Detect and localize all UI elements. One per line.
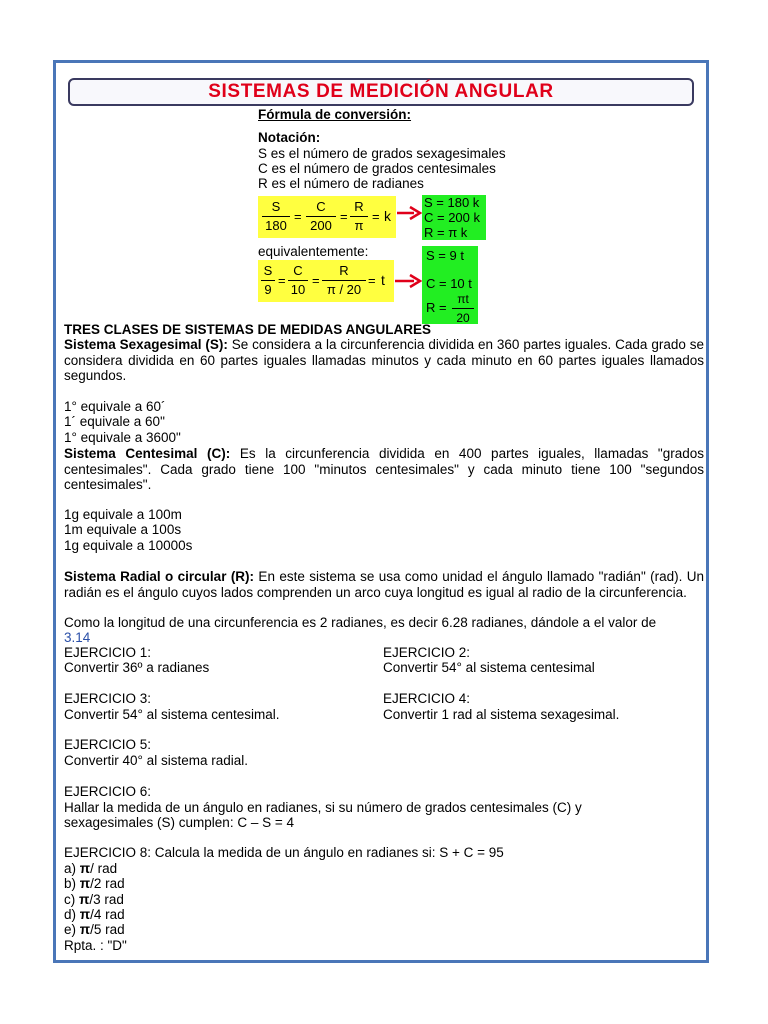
exercise-3-title: EJERCICIO 3:: [64, 691, 152, 706]
fraction-r-pi: R π: [350, 200, 368, 233]
notation-line-s: S es el número de grados sexagesimales: [258, 146, 506, 161]
equals-sign: =: [312, 273, 320, 288]
radial-paragraph-2: Como la longitud de una circunferencia es 2 radianes, es decir 6.28 radianes, dándole a el valor de: [64, 615, 657, 630]
exercise-5-text: Convertir 40° al sistema radial.: [64, 753, 248, 768]
result-s-9t: S = 9 t: [426, 248, 464, 263]
result-s-180k: S = 180 k: [424, 195, 480, 210]
sexagesimal-text: Se considera a la circunferencia dividida en 360 partes iguales. Cada grado se considera dividida en 60 partes iguales llamadas minutos y cada minuto en 60 partes iguales llamados segundos.: [64, 337, 704, 383]
formula-1-box: [258, 196, 396, 238]
exercise-6-text-2: sexagesimales (S) cumplen: C – S = 4: [64, 815, 294, 830]
equals-sign: =: [294, 209, 302, 224]
equivalently-label: equivalentemente:: [258, 244, 369, 259]
fraction-c-10: C 10: [288, 264, 308, 297]
exercise-2-title: EJERCICIO 2:: [383, 645, 471, 660]
arrow-right-icon: [396, 205, 422, 221]
constant-t: t: [381, 272, 385, 288]
exercise-5-title: EJERCICIO 5:: [64, 737, 152, 752]
notation-heading: Notación:: [258, 130, 321, 145]
result-c-200k: C = 200 k: [424, 210, 481, 225]
sexagesimal-paragraph: [64, 337, 704, 384]
equals-sign: =: [278, 273, 286, 288]
radial-lead: Sistema Radial o circular (R):: [64, 569, 255, 584]
centesimal-paragraph: [64, 446, 704, 493]
exercise-3-text: Convertir 54° al sistema centesimal.: [64, 707, 280, 722]
equals-sign: =: [372, 209, 380, 224]
centesimal-equiv-3: 1g equivale a 10000s: [64, 538, 193, 553]
notation-line-r: R es el número de radianes: [258, 176, 424, 191]
fraction-s-180: S 180: [262, 200, 290, 233]
centesimal-equiv-1: 1g equivale a 100m: [64, 507, 182, 522]
option-b: b) π/2 rad: [64, 876, 125, 891]
exercise-6-title: EJERCICIO 6:: [64, 784, 152, 799]
result-box-t: [422, 246, 478, 324]
constant-k: k: [384, 208, 391, 224]
answer: Rpta. : "D": [64, 938, 127, 953]
option-c: c) π/3 rad: [64, 892, 124, 907]
equals-sign: =: [368, 273, 376, 288]
result-r-prefix: R =: [426, 300, 447, 315]
sexagesimal-lead: Sistema Sexagesimal (S):: [64, 337, 228, 352]
three-classes-heading: TRES CLASES DE SISTEMAS DE MEDIDAS ANGULARES: [64, 322, 432, 337]
result-c-10t: C = 10 t: [426, 276, 472, 291]
centesimal-equiv-2: 1m equivale a 100s: [64, 522, 182, 537]
exercise-6-text-1: Hallar la medida de un ángulo en radianes, si su número de grados centesimales (C) y: [64, 800, 582, 815]
page-title: SISTEMAS DE MEDICIÓN ANGULAR: [208, 81, 554, 102]
option-e: e) π/5 rad: [64, 922, 125, 937]
formula-heading: Fórmula de conversión:: [258, 107, 412, 122]
equals-sign: =: [340, 209, 348, 224]
result-r-pik: R = π k: [424, 225, 468, 240]
formula-2-box: [258, 260, 394, 302]
exercise-4-title: EJERCICIO 4:: [383, 691, 471, 706]
radial-text: En este sistema se usa como unidad el ángulo llamado "radián" (rad). Un radián es el ángulo cuyos lados comprenden un arco cuya longitud es igual al radio de la circunferencia.: [64, 569, 704, 600]
fraction-s-9: S 9: [261, 264, 275, 297]
title-banner: [68, 78, 694, 106]
arrow-right-icon: [394, 273, 422, 289]
exercise-4-text: Convertir 1 rad al sistema sexagesimal.: [383, 707, 620, 722]
fraction-c-200: C 200: [306, 200, 336, 233]
sexagesimal-equiv-3: 1° equivale a 3600": [64, 430, 181, 445]
pi-value: 3.14: [64, 630, 91, 645]
sexagesimal-equiv-2: 1´ equivale a 60": [64, 414, 165, 429]
fraction-pit-20: πt 20: [452, 292, 474, 325]
option-d: d) π/4 rad: [64, 907, 125, 922]
exercise-8-title: EJERCICIO 8: Calcula la medida de un ángulo en radianes si: S + C = 95: [64, 845, 504, 860]
radial-paragraph: [64, 569, 704, 600]
exercise-1-title: EJERCICIO 1:: [64, 645, 152, 660]
option-a: a) π/ rad: [64, 861, 118, 876]
fraction-r-pi-20: R π / 20: [322, 264, 366, 297]
exercise-1-text: Convertir 36º a radianes: [64, 660, 210, 675]
centesimal-lead: Sistema Centesimal (C):: [64, 446, 231, 461]
notation-line-c: C es el número de grados centesimales: [258, 161, 496, 176]
centesimal-text: Es la circunferencia dividida en 400 partes iguales, llamadas "grados centesimales". Cada grado tiene 100 "minutos centesimales" y cada minuto tiene 100 "segundos centesimales".: [64, 446, 705, 492]
exercise-2-text: Convertir 54° al sistema centesimal: [383, 660, 595, 675]
result-box-k: [422, 195, 486, 240]
sexagesimal-equiv-1: 1° equivale a 60´: [64, 399, 166, 414]
